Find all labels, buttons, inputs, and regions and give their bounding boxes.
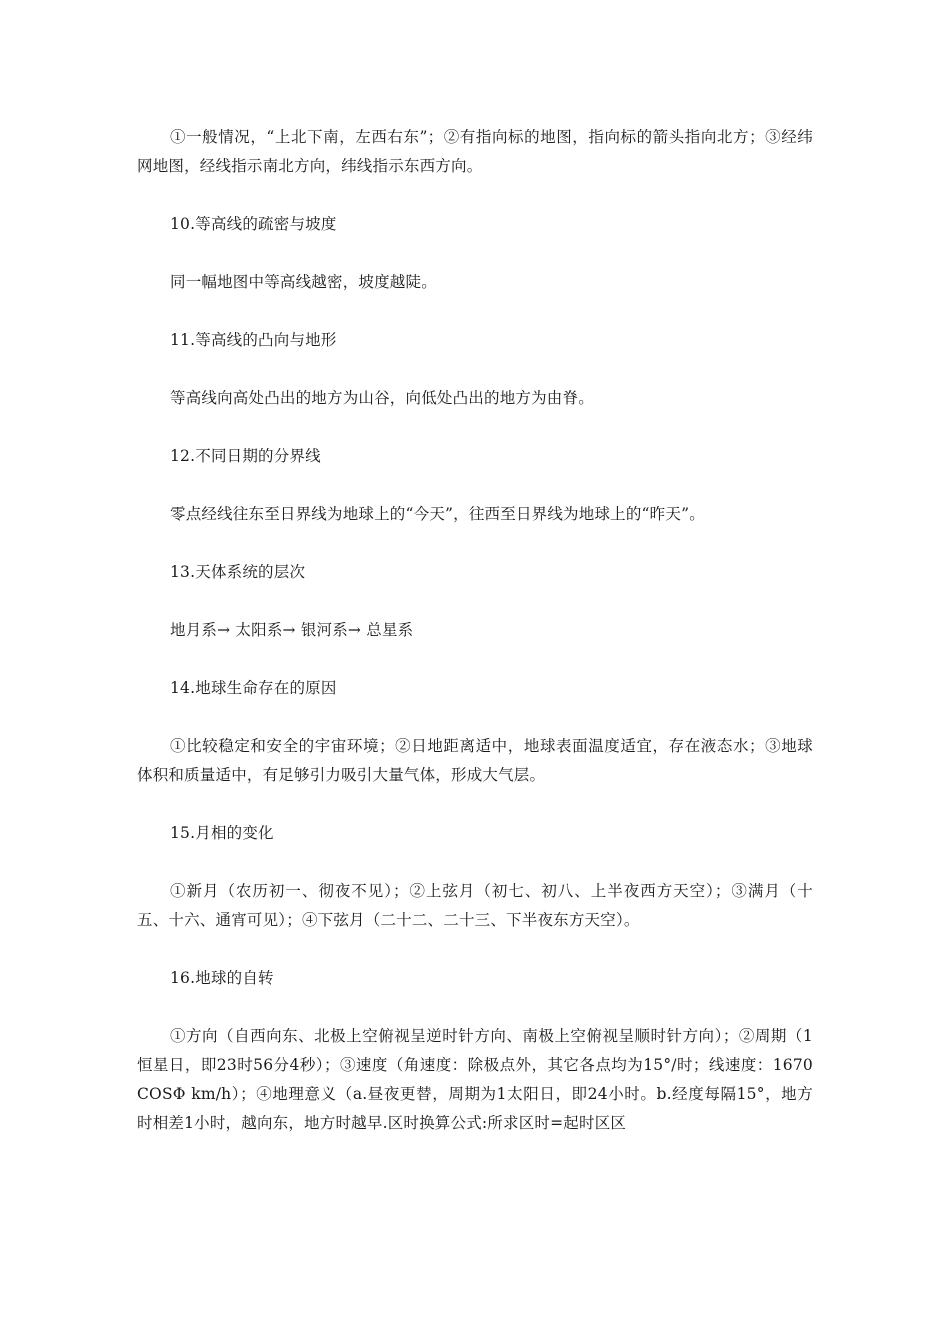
heading-celestial-systems: 13.天体系统的层次 [170, 563, 306, 581]
heading-date-line: 12.不同日期的分界线 [170, 447, 321, 465]
paragraph-contour-bulge: 等高线向高处凸出的地方为山谷，向低处凸出的地方为由脊。 [170, 389, 594, 407]
paragraph-celestial-systems: 地月系→ 太阳系→ 银河系→ 总星系 [170, 621, 414, 639]
paragraph-date-line: 零点经线往东至日界线为地球上的“今天”，往西至日界线为地球上的“昨天”。 [170, 505, 705, 523]
heading-contour-bulge: 11.等高线的凸向与地形 [170, 331, 337, 349]
paragraph-life-reasons: ①比较稳定和安全的宇宙环境；②日地距离适中，地球表面温度适宜，存在液态水；③地球体积和质量适中，有足够引力吸引大量气体，形成大气层。 [137, 737, 813, 784]
heading-moon-phases: 15.月相的变化 [170, 824, 274, 842]
paragraph-earth-rotation: ①方向（自西向东、北极上空俯视呈逆时针方向、南极上空俯视呈顺时针方向）；②周期（1恒星日，即23时56分4秒）；③速度（角速度：除极点外，其它各点均为15°/时；线速度：1670COSΦ km/h）；④地理意义（a.昼夜更替，周期为1太阳日，即24小时。b.经度每隔15°，地方时相差1小时，越向东，地方时越早.区时换算公式:所求区时=起时区区 [137, 1027, 813, 1132]
paragraph-moon-phases: ①新月（农历初一、彻夜不见）；②上弦月（初七、初八、上半夜西方天空）；③满月（十五、十六、通宵可见）；④下弦月（二十二、二十三、下半夜东方天空）。 [137, 882, 813, 929]
heading-contour-density: 10.等高线的疏密与坡度 [170, 215, 337, 233]
paragraph-direction: ①一般情况，“上北下南，左西右东”；②有指向标的地图，指向标的箭头指向北方；③经纬网地图，经线指示南北方向，纬线指示东西方向。 [137, 128, 813, 175]
document-body [137, 123, 813, 1167]
paragraph-contour-density: 同一幅地图中等高线越密，坡度越陡。 [170, 273, 437, 291]
heading-earth-rotation: 16.地球的自转 [170, 969, 274, 987]
heading-life-reasons: 14.地球生命存在的原因 [170, 679, 337, 697]
